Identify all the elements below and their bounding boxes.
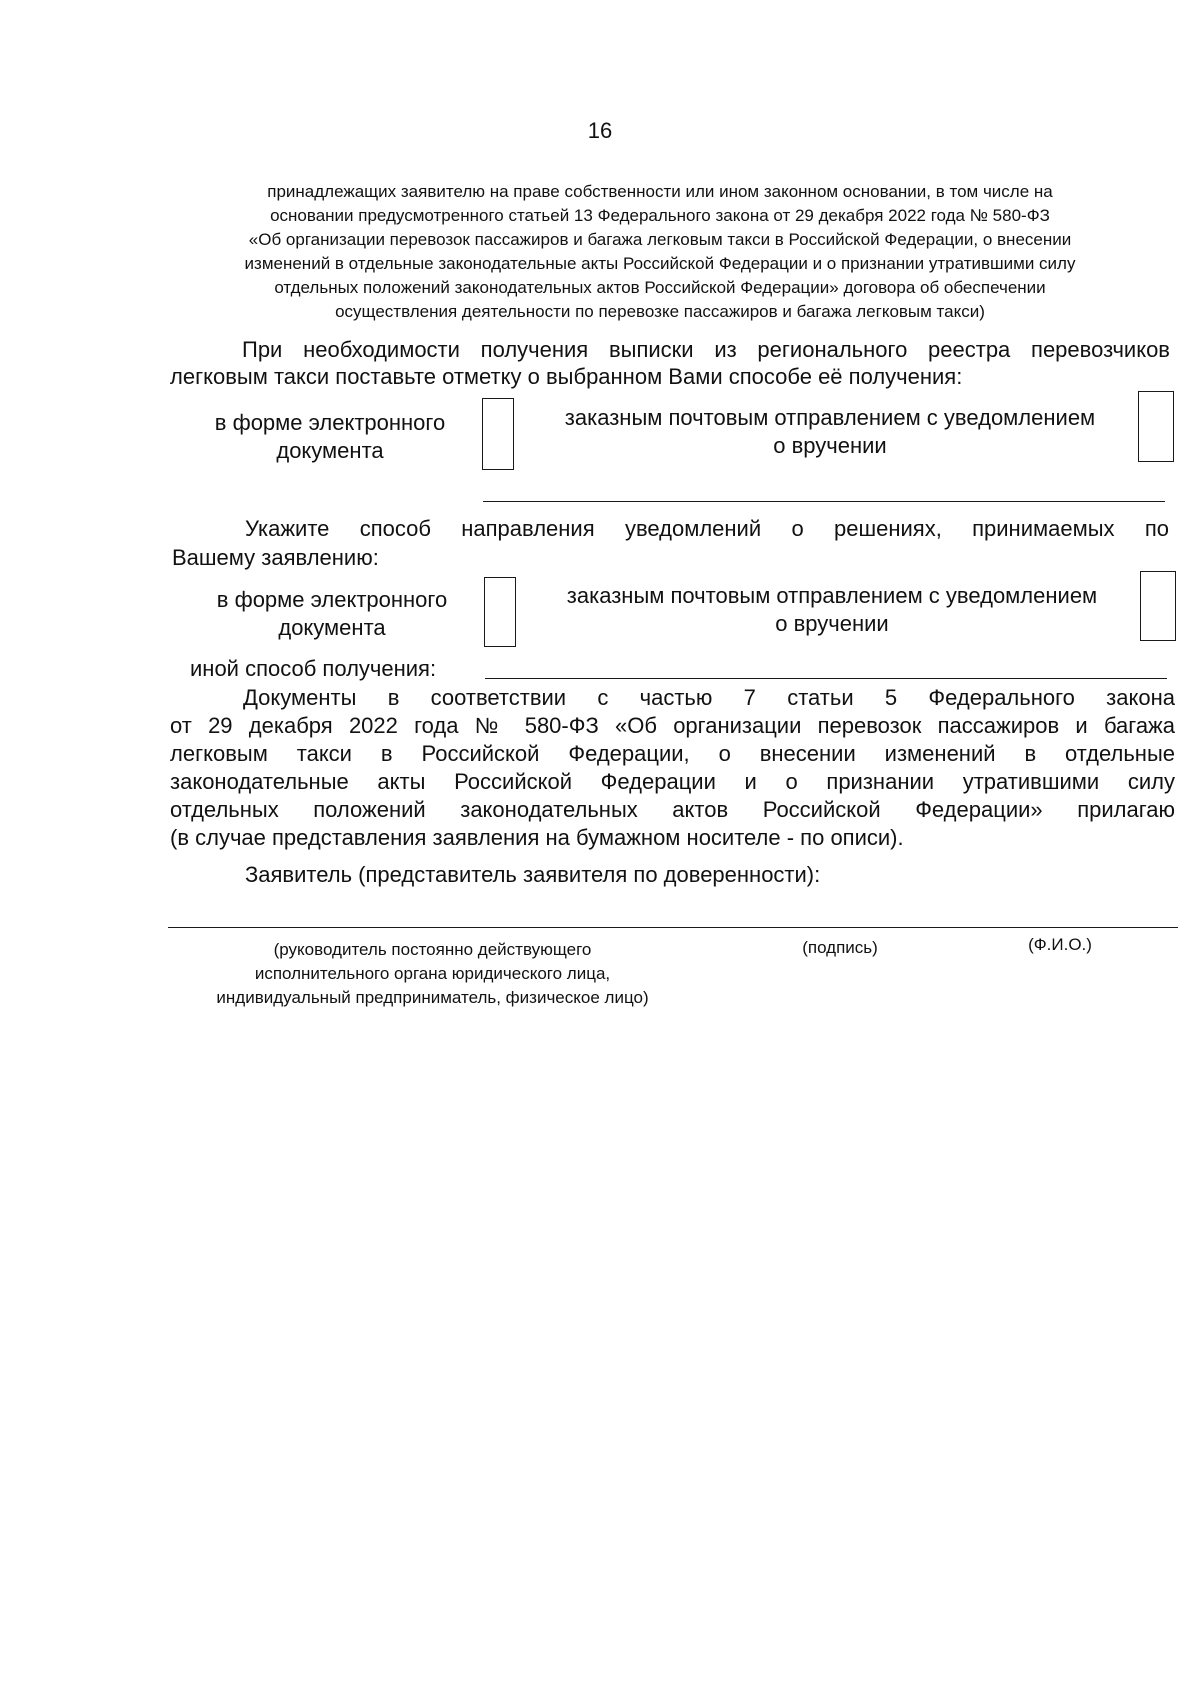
other-method-input-line[interactable]: [485, 678, 1167, 679]
signature-sign-caption: (подпись): [802, 938, 878, 957]
documents-line5: отдельных положений законодательных актов Российской Федерации» прилагаю: [170, 797, 1175, 822]
notify-option-electronic-label: в форме электронного документа: [216, 587, 448, 640]
documents-line3: легковым такси в Российской Федерации, о внесении изменений в отдельные: [170, 741, 1175, 766]
notify-instruction-line1: Укажите способ направления уведомлений о решениях, принимаемых по: [245, 516, 1169, 541]
intro-line: отдельных положений законодательных актов Российской Федерации» договора об обеспечении: [274, 278, 1046, 297]
notify-electronic-checkbox[interactable]: [484, 577, 516, 647]
extract-electronic-checkbox[interactable]: [482, 398, 514, 470]
extract-instruction-line2: легковым такси поставьте отметку о выбранном Вами способе её получения:: [170, 364, 963, 389]
documents-line6: (в случае представления заявления на бумажном носителе - по описи).: [170, 825, 904, 850]
notify-mail-checkbox[interactable]: [1140, 571, 1176, 641]
page-number: 16: [587, 118, 613, 143]
applicant-label: Заявитель (представитель заявителя по доверенности):: [245, 862, 821, 887]
documents-line1: Документы в соответствии с частью 7 статьи 5 Федерального закона: [243, 685, 1175, 710]
documents-line2: от 29 декабря 2022 года № 580-ФЗ «Об организации перевозок пассажиров и багажа: [170, 713, 1175, 738]
documents-line4: законодательные акты Российской Федерации и о признании утратившими силу: [170, 769, 1175, 794]
signature-role-caption: (руководитель постоянно действующего исполнительного органа юридического лица, индивидуальный предприниматель, физическое лицо): [216, 940, 649, 1007]
notify-option-mail-label: заказным почтовым отправлением с уведомлением о вручении: [566, 583, 1098, 636]
extract-mail-checkbox[interactable]: [1138, 391, 1174, 462]
other-method-label: иной способ получения:: [190, 656, 437, 681]
intro-text-block: [165, 180, 1155, 324]
intro-line: осуществления деятельности по перевозке пассажиров и багажа легковым такси): [335, 302, 985, 321]
intro-line: изменений в отдельные законодательные акты Российской Федерации и о признании утратившими силу: [244, 254, 1076, 273]
extract-instruction-line1: При необходимости получения выписки из регионального реестра перевозчиков: [242, 337, 1170, 362]
intro-line: основании предусмотренного статьей 13 Федерального закона от 29 декабря 2022 года № 580-ФЗ: [270, 206, 1050, 225]
extract-option-mail-label: заказным почтовым отправлением с уведомлением о вручении: [564, 405, 1096, 458]
intro-line: «Об организации перевозок пассажиров и багажа легковым такси в Российской Федерации, о внесении: [248, 230, 1072, 249]
intro-line: принадлежащих заявителю на праве собственности или ином законном основании, в том числе на: [267, 182, 1053, 201]
signature-line[interactable]: [168, 927, 1178, 928]
extract-option-electronic-label: в форме электронного документа: [214, 410, 446, 463]
extract-other-line[interactable]: [483, 501, 1165, 502]
notify-instruction-line2: Вашему заявлению:: [172, 545, 379, 570]
signature-name-caption: (Ф.И.О.): [1028, 935, 1092, 954]
